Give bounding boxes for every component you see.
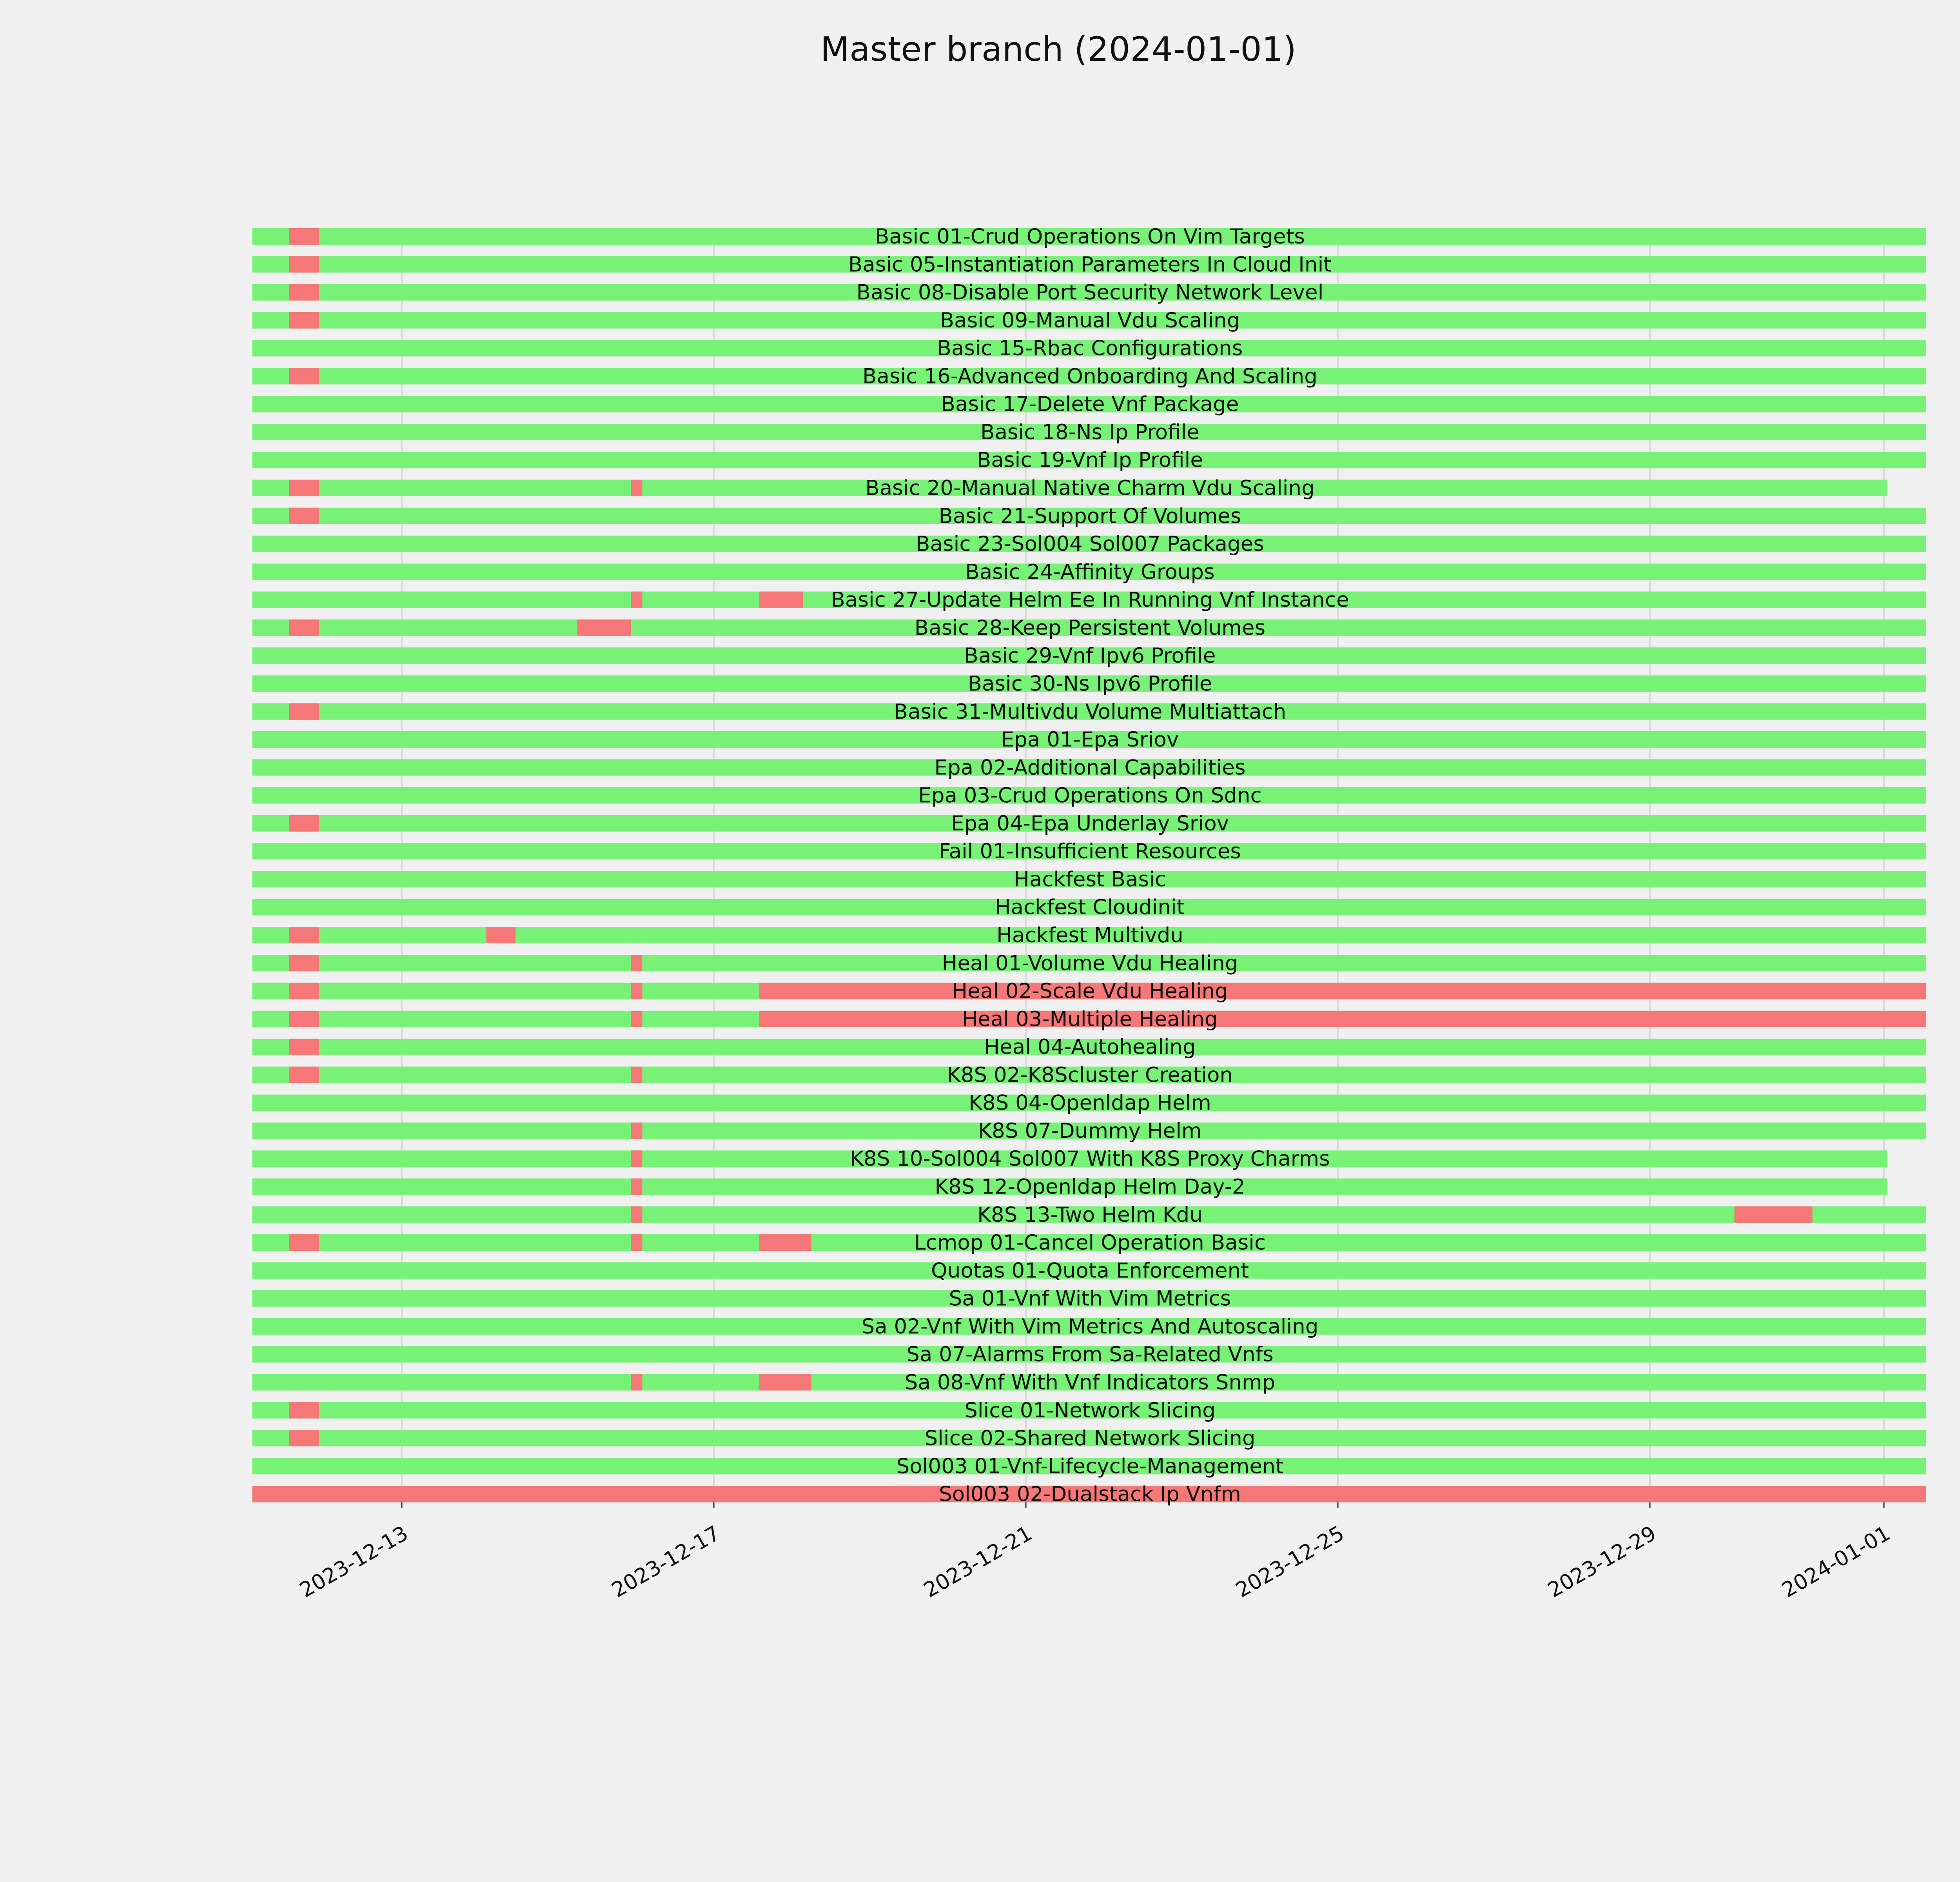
row-label: Slice 02-Shared Network Slicing bbox=[924, 1426, 1256, 1451]
row-label: Basic 29-Vnf Ipv6 Profile bbox=[964, 644, 1216, 668]
fail-segment bbox=[289, 619, 319, 636]
row-label: K8S 12-Openldap Helm Day-2 bbox=[935, 1175, 1245, 1199]
row-label: Basic 08-Disable Port Security Network Level bbox=[856, 280, 1324, 305]
fail-segment bbox=[289, 927, 319, 943]
fail-segment bbox=[631, 592, 642, 608]
row-label: Heal 01-Volume Vdu Healing bbox=[942, 951, 1238, 976]
row-label: Heal 03-Multiple Healing bbox=[962, 1007, 1218, 1031]
fail-segment bbox=[759, 1234, 811, 1251]
row-label: Hackfest Cloudinit bbox=[995, 895, 1185, 919]
row-label: Basic 19-Vnf Ip Profile bbox=[977, 448, 1203, 472]
row-label: Basic 24-Affinity Groups bbox=[965, 560, 1215, 584]
fail-segment bbox=[631, 480, 642, 496]
row-label: Basic 16-Advanced Onboarding And Scaling bbox=[862, 364, 1318, 389]
fail-segment bbox=[289, 508, 319, 524]
row-label: Basic 20-Manual Native Charm Vdu Scaling bbox=[865, 476, 1315, 500]
fail-segment bbox=[289, 228, 319, 245]
row-label: Heal 04-Autohealing bbox=[984, 1035, 1196, 1059]
fail-segment bbox=[289, 368, 319, 384]
fail-segment bbox=[631, 1123, 642, 1139]
row-label: Basic 21-Support Of Volumes bbox=[938, 504, 1241, 528]
row-label: Slice 01-Network Slicing bbox=[964, 1398, 1216, 1422]
row-label: Basic 31-Multivdu Volume Multiattach bbox=[893, 699, 1287, 724]
row-label: Basic 01-Crud Operations On Vim Targets bbox=[875, 225, 1305, 249]
fail-segment bbox=[289, 703, 319, 720]
fail-segment bbox=[289, 1066, 319, 1083]
row-label: Sa 08-Vnf With Vnf Indicators Snmp bbox=[904, 1370, 1276, 1395]
fail-segment bbox=[289, 1402, 319, 1419]
fail-segment bbox=[289, 1011, 319, 1027]
row-label: Fail 01-Insufficient Resources bbox=[939, 839, 1241, 864]
row-label: Epa 01-Epa Sriov bbox=[1001, 728, 1179, 752]
fail-segment bbox=[289, 815, 319, 832]
fail-segment bbox=[486, 927, 516, 943]
fail-segment bbox=[1735, 1206, 1813, 1223]
row-label: Sol003 01-Vnf-Lifecycle-Management bbox=[896, 1454, 1284, 1479]
chart-title: Master branch (2024-01-01) bbox=[820, 30, 1297, 69]
fail-segment bbox=[289, 480, 319, 496]
fail-segment bbox=[289, 284, 319, 301]
x-tick-label: 2023-12-17 bbox=[608, 1521, 724, 1602]
row-label: Basic 09-Manual Vdu Scaling bbox=[940, 308, 1240, 332]
row-label: Basic 30-Ns Ipv6 Profile bbox=[967, 672, 1212, 696]
x-tick-label: 2024-01-01 bbox=[1778, 1521, 1895, 1602]
fail-segment bbox=[289, 955, 319, 971]
fail-segment bbox=[759, 1374, 811, 1390]
fail-segment bbox=[289, 256, 319, 272]
row-label: Basic 17-Delete Vnf Package bbox=[941, 392, 1239, 416]
fail-segment bbox=[631, 1150, 642, 1167]
row-label: Basic 27-Update Helm Ee In Running Vnf Instance bbox=[831, 588, 1349, 612]
fail-segment bbox=[759, 592, 803, 608]
fail-segment bbox=[631, 1011, 642, 1027]
row-label: K8S 02-K8Scluster Creation bbox=[947, 1063, 1233, 1087]
row-label: Epa 03-Crud Operations On Sdnc bbox=[918, 783, 1262, 808]
fail-segment bbox=[289, 312, 319, 329]
fail-segment bbox=[759, 983, 1926, 999]
row-label: Sol003 02-Dualstack Ip Vnfm bbox=[939, 1482, 1241, 1506]
row-label: Lcmop 01-Cancel Operation Basic bbox=[914, 1231, 1266, 1255]
fail-segment bbox=[759, 1011, 1926, 1027]
x-tick-label: 2023-12-21 bbox=[920, 1521, 1036, 1602]
row-label: Sa 01-Vnf With Vim Metrics bbox=[949, 1286, 1231, 1311]
row-label: K8S 10-Sol004 Sol007 With K8S Proxy Charms bbox=[850, 1147, 1330, 1171]
row-label: Hackfest Basic bbox=[1014, 867, 1166, 892]
x-tick-label: 2023-12-29 bbox=[1544, 1521, 1661, 1602]
fail-segment bbox=[577, 619, 631, 636]
row-label: K8S 07-Dummy Helm bbox=[978, 1119, 1202, 1143]
fail-segment bbox=[289, 1430, 319, 1446]
row-label: Sa 07-Alarms From Sa-Related Vnfs bbox=[906, 1342, 1274, 1367]
fail-segment bbox=[631, 983, 642, 999]
fail-segment bbox=[631, 1066, 642, 1083]
row-label: K8S 13-Two Helm Kdu bbox=[977, 1203, 1203, 1227]
row-label: Epa 04-Epa Underlay Sriov bbox=[951, 811, 1229, 836]
fail-segment bbox=[289, 1234, 319, 1251]
fail-segment bbox=[289, 983, 319, 999]
fail-segment bbox=[631, 1206, 642, 1223]
row-label: Heal 02-Scale Vdu Healing bbox=[952, 979, 1228, 1003]
row-label: Quotas 01-Quota Enforcement bbox=[931, 1259, 1249, 1283]
fail-segment bbox=[289, 1039, 319, 1055]
row-label: Sa 02-Vnf With Vim Metrics And Autoscaling bbox=[861, 1314, 1319, 1339]
fail-segment bbox=[631, 1374, 642, 1390]
row-label: Basic 28-Keep Persistent Volumes bbox=[914, 616, 1266, 640]
x-tick-label: 2023-12-13 bbox=[296, 1521, 412, 1602]
row-label: K8S 04-Openldap Helm bbox=[969, 1091, 1211, 1115]
row-label: Basic 18-Ns Ip Profile bbox=[980, 420, 1200, 444]
row-label: Basic 23-Sol004 Sol007 Packages bbox=[916, 532, 1264, 556]
fail-segment bbox=[631, 955, 642, 971]
row-label: Basic 15-Rbac Configurations bbox=[937, 336, 1243, 361]
x-tick-label: 2023-12-25 bbox=[1232, 1521, 1348, 1602]
fail-segment bbox=[631, 1234, 642, 1251]
row-label: Epa 02-Additional Capabilities bbox=[934, 756, 1246, 780]
row-label: Hackfest Multivdu bbox=[996, 923, 1183, 947]
fail-segment bbox=[631, 1179, 642, 1195]
row-label: Basic 05-Instantiation Parameters In Cloud Init bbox=[848, 253, 1332, 277]
